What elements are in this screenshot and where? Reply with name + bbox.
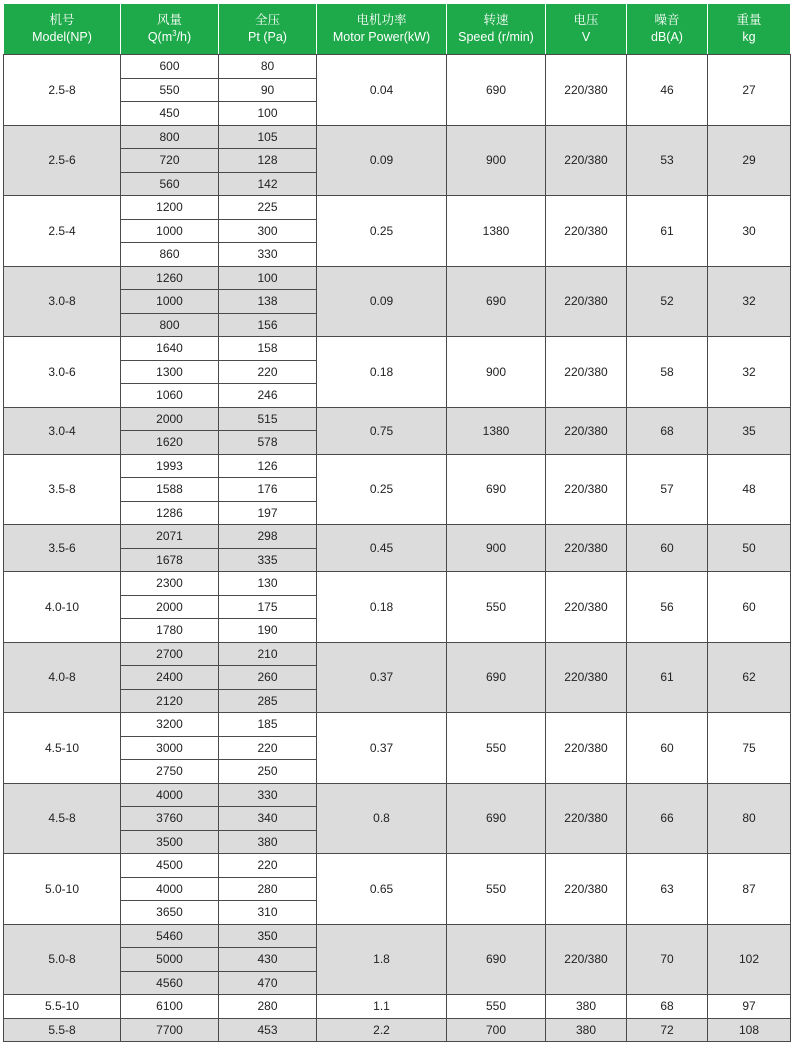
cell-pressure: 515 bbox=[219, 407, 317, 431]
cell-weight: 108 bbox=[708, 1018, 791, 1042]
cell-model: 4.5-8 bbox=[4, 783, 121, 854]
cell-speed: 550 bbox=[447, 572, 546, 643]
cell-pressure: 300 bbox=[219, 219, 317, 243]
cell-pressure: 285 bbox=[219, 689, 317, 713]
spec-table-container bbox=[3, 3, 791, 1042]
cell-model: 4.0-8 bbox=[4, 642, 121, 713]
cell-pressure: 158 bbox=[219, 337, 317, 361]
table-row bbox=[4, 337, 791, 361]
cell-motor-power: 0.8 bbox=[317, 783, 447, 854]
cell-speed: 550 bbox=[447, 995, 546, 1019]
cell-motor-power: 0.18 bbox=[317, 337, 447, 408]
cell-noise: 56 bbox=[627, 572, 708, 643]
cell-speed: 550 bbox=[447, 854, 546, 925]
cell-airflow: 720 bbox=[121, 149, 219, 173]
table-row bbox=[4, 1018, 791, 1042]
header-motor-power bbox=[317, 4, 447, 55]
header-pressure bbox=[219, 4, 317, 55]
cell-motor-power: 0.25 bbox=[317, 196, 447, 267]
cell-speed: 1380 bbox=[447, 196, 546, 267]
cell-airflow: 4560 bbox=[121, 971, 219, 995]
cell-airflow: 600 bbox=[121, 55, 219, 79]
cell-airflow: 2000 bbox=[121, 407, 219, 431]
cell-motor-power: 0.75 bbox=[317, 407, 447, 454]
cell-noise: 70 bbox=[627, 924, 708, 995]
cell-pressure: 246 bbox=[219, 384, 317, 408]
cell-pressure: 176 bbox=[219, 478, 317, 502]
cell-weight: 50 bbox=[708, 525, 791, 572]
cell-pressure: 280 bbox=[219, 995, 317, 1019]
cell-pressure: 220 bbox=[219, 854, 317, 878]
cell-speed: 900 bbox=[447, 337, 546, 408]
cell-noise: 60 bbox=[627, 713, 708, 784]
cell-airflow: 4000 bbox=[121, 783, 219, 807]
cell-pressure: 210 bbox=[219, 642, 317, 666]
header-pressure-cn: 全压 bbox=[254, 13, 280, 27]
cell-model: 3.0-8 bbox=[4, 266, 121, 337]
cell-motor-power: 0.09 bbox=[317, 125, 447, 196]
cell-model: 3.5-8 bbox=[4, 454, 121, 525]
cell-airflow: 1993 bbox=[121, 454, 219, 478]
cell-weight: 48 bbox=[708, 454, 791, 525]
cell-weight: 32 bbox=[708, 266, 791, 337]
cell-voltage: 220/380 bbox=[546, 713, 627, 784]
cell-airflow: 6100 bbox=[121, 995, 219, 1019]
header-voltage-en: V bbox=[581, 30, 591, 44]
header-weight-cn: 重量 bbox=[736, 13, 762, 27]
table-row bbox=[4, 572, 791, 596]
cell-pressure: 80 bbox=[219, 55, 317, 79]
header-model-en: Model(NP) bbox=[32, 30, 92, 44]
cell-noise: 60 bbox=[627, 525, 708, 572]
table-row bbox=[4, 55, 791, 79]
table-row bbox=[4, 995, 791, 1019]
header-noise-cn: 噪音 bbox=[654, 13, 680, 27]
cell-airflow: 1620 bbox=[121, 431, 219, 455]
cell-voltage: 220/380 bbox=[546, 337, 627, 408]
cell-speed: 690 bbox=[447, 55, 546, 126]
cell-airflow: 1640 bbox=[121, 337, 219, 361]
cell-voltage: 220/380 bbox=[546, 454, 627, 525]
cell-model: 4.0-10 bbox=[4, 572, 121, 643]
cell-voltage: 220/380 bbox=[546, 266, 627, 337]
cell-airflow: 550 bbox=[121, 78, 219, 102]
cell-voltage: 380 bbox=[546, 995, 627, 1019]
cell-noise: 68 bbox=[627, 407, 708, 454]
cell-motor-power: 0.65 bbox=[317, 854, 447, 925]
cell-pressure: 138 bbox=[219, 290, 317, 314]
cell-weight: 102 bbox=[708, 924, 791, 995]
cell-noise: 72 bbox=[627, 1018, 708, 1042]
cell-voltage: 220/380 bbox=[546, 572, 627, 643]
cell-pressure: 130 bbox=[219, 572, 317, 596]
cell-voltage: 220/380 bbox=[546, 125, 627, 196]
cell-voltage: 220/380 bbox=[546, 783, 627, 854]
cell-pressure: 220 bbox=[219, 360, 317, 384]
cell-pressure: 350 bbox=[219, 924, 317, 948]
cell-model: 5.5-8 bbox=[4, 1018, 121, 1042]
cell-motor-power: 0.45 bbox=[317, 525, 447, 572]
cell-noise: 52 bbox=[627, 266, 708, 337]
cell-pressure: 105 bbox=[219, 125, 317, 149]
table-row bbox=[4, 713, 791, 737]
cell-motor-power: 1.8 bbox=[317, 924, 447, 995]
cell-pressure: 250 bbox=[219, 760, 317, 784]
cell-speed: 690 bbox=[447, 642, 546, 713]
header-noise bbox=[627, 4, 708, 55]
cell-noise: 61 bbox=[627, 642, 708, 713]
cell-speed: 900 bbox=[447, 525, 546, 572]
table-row bbox=[4, 125, 791, 149]
cell-model: 5.0-8 bbox=[4, 924, 121, 995]
cell-pressure: 330 bbox=[219, 243, 317, 267]
header-model bbox=[4, 4, 121, 55]
cell-motor-power: 1.1 bbox=[317, 995, 447, 1019]
cell-pressure: 126 bbox=[219, 454, 317, 478]
cell-pressure: 470 bbox=[219, 971, 317, 995]
cell-speed: 1380 bbox=[447, 407, 546, 454]
cell-noise: 46 bbox=[627, 55, 708, 126]
cell-pressure: 90 bbox=[219, 78, 317, 102]
cell-pressure: 220 bbox=[219, 736, 317, 760]
cell-speed: 550 bbox=[447, 713, 546, 784]
cell-model: 5.5-10 bbox=[4, 995, 121, 1019]
cell-airflow: 3200 bbox=[121, 713, 219, 737]
cell-noise: 58 bbox=[627, 337, 708, 408]
cell-pressure: 142 bbox=[219, 172, 317, 196]
cell-pressure: 197 bbox=[219, 501, 317, 525]
cell-airflow: 3760 bbox=[121, 807, 219, 831]
cell-voltage: 220/380 bbox=[546, 642, 627, 713]
cell-noise: 53 bbox=[627, 125, 708, 196]
cell-pressure: 280 bbox=[219, 877, 317, 901]
cell-airflow: 3000 bbox=[121, 736, 219, 760]
cell-weight: 30 bbox=[708, 196, 791, 267]
table-row bbox=[4, 196, 791, 220]
cell-airflow: 4000 bbox=[121, 877, 219, 901]
table-row bbox=[4, 924, 791, 948]
cell-airflow: 1780 bbox=[121, 619, 219, 643]
cell-weight: 80 bbox=[708, 783, 791, 854]
cell-pressure: 185 bbox=[219, 713, 317, 737]
cell-model: 2.5-4 bbox=[4, 196, 121, 267]
header-motor-power-en: Motor Power(kW) bbox=[332, 30, 431, 44]
cell-airflow: 3500 bbox=[121, 830, 219, 854]
cell-speed: 900 bbox=[447, 125, 546, 196]
cell-weight: 62 bbox=[708, 642, 791, 713]
cell-noise: 61 bbox=[627, 196, 708, 267]
cell-voltage: 380 bbox=[546, 1018, 627, 1042]
cell-airflow: 5460 bbox=[121, 924, 219, 948]
cell-airflow: 560 bbox=[121, 172, 219, 196]
cell-pressure: 330 bbox=[219, 783, 317, 807]
cell-weight: 97 bbox=[708, 995, 791, 1019]
cell-airflow: 4500 bbox=[121, 854, 219, 878]
cell-voltage: 220/380 bbox=[546, 55, 627, 126]
cell-pressure: 100 bbox=[219, 102, 317, 126]
cell-pressure: 128 bbox=[219, 149, 317, 173]
cell-motor-power: 2.2 bbox=[317, 1018, 447, 1042]
cell-noise: 66 bbox=[627, 783, 708, 854]
cell-airflow: 7700 bbox=[121, 1018, 219, 1042]
table-body bbox=[4, 55, 791, 1042]
header-voltage bbox=[546, 4, 627, 55]
cell-weight: 75 bbox=[708, 713, 791, 784]
cell-airflow: 2750 bbox=[121, 760, 219, 784]
cell-airflow: 2120 bbox=[121, 689, 219, 713]
cell-airflow: 5000 bbox=[121, 948, 219, 972]
cell-pressure: 260 bbox=[219, 666, 317, 690]
cell-speed: 690 bbox=[447, 266, 546, 337]
cell-voltage: 220/380 bbox=[546, 407, 627, 454]
cell-pressure: 156 bbox=[219, 313, 317, 337]
cell-speed: 690 bbox=[447, 783, 546, 854]
cell-voltage: 220/380 bbox=[546, 525, 627, 572]
cell-airflow: 1588 bbox=[121, 478, 219, 502]
cell-pressure: 100 bbox=[219, 266, 317, 290]
cell-airflow: 860 bbox=[121, 243, 219, 267]
cell-airflow: 2300 bbox=[121, 572, 219, 596]
cell-motor-power: 0.37 bbox=[317, 642, 447, 713]
cell-airflow: 2700 bbox=[121, 642, 219, 666]
cell-pressure: 340 bbox=[219, 807, 317, 831]
header-row bbox=[4, 4, 791, 55]
cell-airflow: 1286 bbox=[121, 501, 219, 525]
header-voltage-cn: 电压 bbox=[573, 13, 599, 27]
cell-weight: 60 bbox=[708, 572, 791, 643]
cell-airflow: 1000 bbox=[121, 290, 219, 314]
cell-weight: 87 bbox=[708, 854, 791, 925]
fan-spec-table bbox=[3, 3, 791, 1042]
table-row bbox=[4, 642, 791, 666]
header-pressure-en: Pt (Pa) bbox=[248, 30, 287, 44]
cell-pressure: 225 bbox=[219, 196, 317, 220]
cell-voltage: 220/380 bbox=[546, 196, 627, 267]
cell-pressure: 453 bbox=[219, 1018, 317, 1042]
cell-weight: 32 bbox=[708, 337, 791, 408]
cell-model: 4.5-10 bbox=[4, 713, 121, 784]
cell-airflow: 1000 bbox=[121, 219, 219, 243]
cell-airflow: 1300 bbox=[121, 360, 219, 384]
header-speed-en: Speed (r/min) bbox=[458, 30, 534, 44]
cell-pressure: 578 bbox=[219, 431, 317, 455]
table-header bbox=[4, 4, 791, 55]
cell-weight: 29 bbox=[708, 125, 791, 196]
header-speed bbox=[447, 4, 546, 55]
cell-motor-power: 0.18 bbox=[317, 572, 447, 643]
cell-motor-power: 0.25 bbox=[317, 454, 447, 525]
cell-weight: 35 bbox=[708, 407, 791, 454]
cell-noise: 63 bbox=[627, 854, 708, 925]
header-model-cn: 机号 bbox=[49, 13, 75, 27]
table-row bbox=[4, 525, 791, 549]
cell-speed: 690 bbox=[447, 924, 546, 995]
cell-pressure: 190 bbox=[219, 619, 317, 643]
cell-model: 3.0-6 bbox=[4, 337, 121, 408]
cell-pressure: 430 bbox=[219, 948, 317, 972]
cell-pressure: 380 bbox=[219, 830, 317, 854]
header-speed-cn: 转速 bbox=[483, 13, 509, 27]
header-airflow-cn: 风量 bbox=[156, 13, 182, 27]
cell-weight: 27 bbox=[708, 55, 791, 126]
cell-motor-power: 0.09 bbox=[317, 266, 447, 337]
cell-airflow: 2071 bbox=[121, 525, 219, 549]
table-row bbox=[4, 407, 791, 431]
cell-model: 3.0-4 bbox=[4, 407, 121, 454]
cell-airflow: 2400 bbox=[121, 666, 219, 690]
cell-airflow: 800 bbox=[121, 125, 219, 149]
cell-model: 2.5-6 bbox=[4, 125, 121, 196]
header-noise-en: dB(A) bbox=[651, 30, 683, 44]
cell-airflow: 1260 bbox=[121, 266, 219, 290]
cell-pressure: 298 bbox=[219, 525, 317, 549]
header-weight bbox=[708, 4, 791, 55]
cell-voltage: 220/380 bbox=[546, 924, 627, 995]
cell-airflow: 450 bbox=[121, 102, 219, 126]
cell-airflow: 1678 bbox=[121, 548, 219, 572]
table-row bbox=[4, 783, 791, 807]
cell-model: 5.0-10 bbox=[4, 854, 121, 925]
cell-motor-power: 0.04 bbox=[317, 55, 447, 126]
header-airflow bbox=[121, 4, 219, 55]
header-motor-power-cn: 电机功率 bbox=[356, 13, 407, 27]
header-weight-en: kg bbox=[742, 30, 756, 44]
cell-model: 2.5-8 bbox=[4, 55, 121, 126]
cell-model: 3.5-6 bbox=[4, 525, 121, 572]
cell-airflow: 3650 bbox=[121, 901, 219, 925]
cell-speed: 690 bbox=[447, 454, 546, 525]
header-airflow-en: $Q(m^3/h)$ bbox=[147, 28, 192, 44]
cell-airflow: 2000 bbox=[121, 595, 219, 619]
table-row bbox=[4, 454, 791, 478]
cell-airflow: 1200 bbox=[121, 196, 219, 220]
cell-pressure: 310 bbox=[219, 901, 317, 925]
cell-noise: 57 bbox=[627, 454, 708, 525]
cell-airflow: 1060 bbox=[121, 384, 219, 408]
cell-pressure: 175 bbox=[219, 595, 317, 619]
cell-motor-power: 0.37 bbox=[317, 713, 447, 784]
cell-speed: 700 bbox=[447, 1018, 546, 1042]
cell-noise: 68 bbox=[627, 995, 708, 1019]
table-row bbox=[4, 854, 791, 878]
table-row bbox=[4, 266, 791, 290]
cell-voltage: 220/380 bbox=[546, 854, 627, 925]
cell-pressure: 335 bbox=[219, 548, 317, 572]
cell-airflow: 800 bbox=[121, 313, 219, 337]
